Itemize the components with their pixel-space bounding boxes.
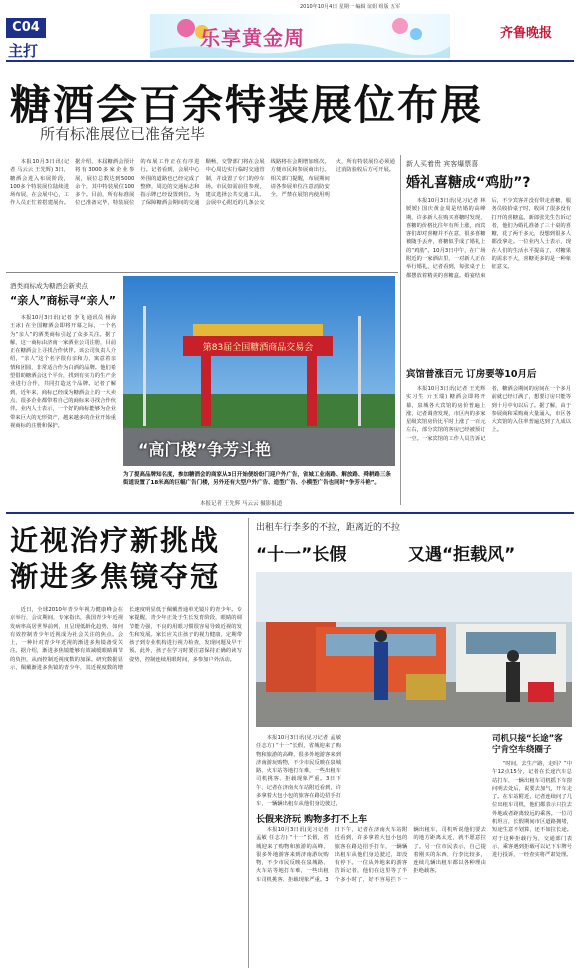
header-rule: [6, 60, 574, 62]
story1-subhead: 所有标准展位已准备完毕: [40, 125, 206, 143]
column-divider-2: [248, 518, 249, 968]
story1-body: 本报10月3日讯(记者 马云云 王先辉) 3日，糖酒会进入布展阶段，100多个特装展位陆续进场布展，在会展中心，工作人员正忙着搭建展台。据介绍，本届糖酒会预计将有3000多家企业参展，展位总数达到5000余个，其中特装展位100多个。目前，所有标准展位已准备完毕，特装展位的布展工作正在有序进行。记者看到，会展中心外围的道路也已经完成了整修，周边的交通标志和指示牌已经设置到位。为了保障糖酒会期间的交通顺畅，交警部门将在会展中心周边实行临时交通管制，并设置了专门的停车场。市民如需前往参观，建议选择公共交通工具。会展中心附近的几条公交线路将在会期增加班次，方便市民和参展商出行。相关部门提醒，布展期间请各参展单位注意消防安全，严禁在展馆内使用明火，所有特装展位必须通过消防验收后方可开展。: [10, 159, 395, 207]
section-label: 主打: [8, 42, 39, 60]
story4-body: 本报10月3日讯(记者 李飞 通讯员 杨海 王冰) 在全国糖酒会即将开幕之际，一个名为“亲人”的酒类商标引起了众多关注。据了解，这一商标由济南一家酒业公司注册，目前正在糖酒会上寻找合作伙伴。该公司负责人介绍，“亲人”这个名字很有亲和力，寓意着亲情和团圆，非常适合作为白酒的品牌。他们希望借助糖酒会这个平台，找到有实力的生产企业进行合作，共同打造这个品牌。记者了解到，近年来，商标已经成为糖酒会上的一大卖点，很多企业都带着自己的商标来寻找合作伙伴。业内人士表示，一个好的商标能够为企业带来巨大的无形资产，越来越多的企业开始重视商标的注册和保护。: [10, 315, 116, 429]
story6-headline-right: 又遇“拒载风”: [408, 545, 516, 565]
date-line: 2010年10月4日 星期一 编辑 谊姐 组版 五军: [300, 4, 401, 10]
story5-headline-line2: 渐进多焦镜夺冠: [10, 560, 221, 593]
banner-title: 乐享黄金周: [200, 26, 305, 50]
story6-subhead: 长假来济玩 购物多打不上车: [256, 815, 368, 825]
story1-headline: 糖酒会百余特装展位布展: [10, 81, 483, 129]
story2-kicker: 新人买着贵 宾客爆票喜: [406, 160, 479, 168]
story3-body: 本报10月3日讯(记者 王光辉 实习生 亓玉瑞) 糖酒会即将开幕，泉城各大宾馆的房价普遍上涨，记者调查发现，市区内的多家星级宾馆房价比平时上涨了一百元左右，部分宾馆的客房已经被预订一空。一家宾馆的工作人员告诉记者，糖酒会期间的房间在一个多月前就已经订满了，想要订房只能等到十月中旬以后了。据了解，由于参展商和采购商大量涌入，市区各大宾馆的入住率普遍达到了九成以上。: [406, 386, 571, 442]
story6-side-headline: 司机只接“长途”客 宁肯空车绕圈子: [492, 734, 563, 755]
story6-body-lead: 本报10月3日讯(见习记者 孟敏 任志方) “十一”长假，省城迎来了购物和旅游的高峰，很多外地游客来到济南游玩购物，不少市民反映在泉城路、火车站等地打车难，一些出租车司机挑客、拒载现象严重。3日下午，记者在济南火车站附近看到，许多拿着大包小包的旅客在路边招手打车，一辆辆出租车从他们身边驶过，: [256, 735, 341, 807]
photo-headline: “高门楼”争芳斗艳: [138, 440, 272, 459]
page-code: C04: [6, 18, 46, 38]
story2-headline: 婚礼喜糖成“鸡肋”?: [406, 175, 531, 191]
story4-headline: “亲人”商标寻“亲人”: [10, 294, 116, 307]
story6-kicker: 出租车行李多的不拉，距离近的不拉: [256, 523, 401, 533]
section-rule-2: [6, 512, 574, 514]
story3-headline: 宾馆普涨百元 订房要等10月后: [406, 369, 537, 380]
story6-headline-left: “十一”长假: [256, 545, 347, 565]
story5-body: 近日，全球2010年青少年视力健康峰会在京举行，会议期间，专家指出，我国青少年近视发病率高居世界前列，且呈现低龄化趋势，如何有效控制青少年近视成为社会关注的焦点。会上，一种针对青少年近视的渐进多焦镜备受关注。据介绍，渐进多焦镜能够有效减缓眼睛调节的负担，从而控制近视度数的加深。研究数据显示，佩戴渐进多焦镜的青少年，其近视度数的增长速度明显低于佩戴普通单光镜片的青少年。专家提醒，青少年正处于生长发育阶段，眼睛的调节能力强，不良的用眼习惯很容易导致近视的发生和发展。家长应关注孩子的视力健康，定期带孩子到专业机构进行视力检查，发现问题及早干预。此外，孩子在学习时要注意保持正确的读写姿势，控制连续用眼时间，多参加户外活动。: [10, 607, 242, 672]
column-divider: [400, 155, 401, 505]
story6-side-body: “时间，去生产路，走吗？”中午12点15分，记者在长途汽车总站打车，一辆出租车司机摇下车窗问明去处后，说要去加气，开车走了。在车站附近，记者连续问了几位出租车司机，他们都表示只拉去外地或者距离较远的乘客。一位司机坦言，长假期间市区道路拥堵，短途生意不划算，还不如拉长途。对于这种拒载行为，交通部门表示，乘客遇到拒载可以记下车牌号进行投诉，一经查实将严肃处理。: [492, 761, 572, 859]
story2-body: 本报10月3日讯(见习记者 林媛媛) 国庆黄金周是结婚的高峰期，许多新人在购买喜糖时发现，喜糖的价格比往年有所上涨，而宾客们却对喜糖并不在意，很多喜糖被随手丢弃，喜糖似乎成了婚礼上的“鸡肋”。10月3日中午，在广场附近的一家酒店里，一对新人正在举行婚礼，记者看到，每张桌子上都摆放着精美的喜糖盒。婚宴结束后，不少宾客并没有带走喜糖，服务员收拾桌子时，收回了很多没有打开的喜糖盒。新郎张先生告诉记者，他们为婚礼准备了三十桌的喜糖，花了两千多元，没想到很多人都没拿走。一位业内人士表示，现在人们的生活水平提高了，对糖果的需求不大，喜糖更多的是一种象征意义。: [406, 198, 571, 279]
newspaper-logo: 齐鲁晚报: [500, 26, 553, 41]
taxi-photo: [256, 572, 572, 727]
photo-credit: 本报记者 王先辉 马云云 摄影报道: [200, 501, 283, 507]
taxi-photo-illustration: [256, 572, 572, 727]
story5-headline-line1: 近视治疗新挑战: [10, 524, 221, 557]
photo-caption: 为了提高品牌知名度，参加糖酒会的商家从3日开始便纷纷门迎户外广告，省城工业南路、解放路、舜耕路三条街道设置了18米高的巨幅广告门楼，另外还有大型户外广告、造型广告、小模型广告也同时“争芳斗艳”。: [123, 472, 391, 486]
story4-kicker: 酒类商标成为糖酒会新卖点: [10, 282, 88, 290]
sign-text: 第83届全国糖酒商品交易会: [202, 343, 314, 353]
section-rule: [6, 272, 398, 273]
story6-body: 本报10月3日讯(见习记者 孟敏 任志方) “十一”长假，省城迎来了购物和旅游的高峰，很多外地游客来到济南游玩购物，不少市民反映在泉城路、火车站等地打车难，一些出租车司机挑客、拒载现象严重。3日下午，记者在济南火车站附近看到，许多拿着大包小包的旅客在路边招手打车，一辆辆出租车从他们身边驶过，却没有停下。一位从外地来的游客告诉记者，他们在这里等了半个多小时了，好不容易拦下一辆出租车，司机听说他们要去的地方距离太近，就不愿意拉了。另一位市民表示，自己提着刚买的东西，行李比较多，连续几辆出租车都以各种理由拒绝载客。: [256, 827, 486, 883]
